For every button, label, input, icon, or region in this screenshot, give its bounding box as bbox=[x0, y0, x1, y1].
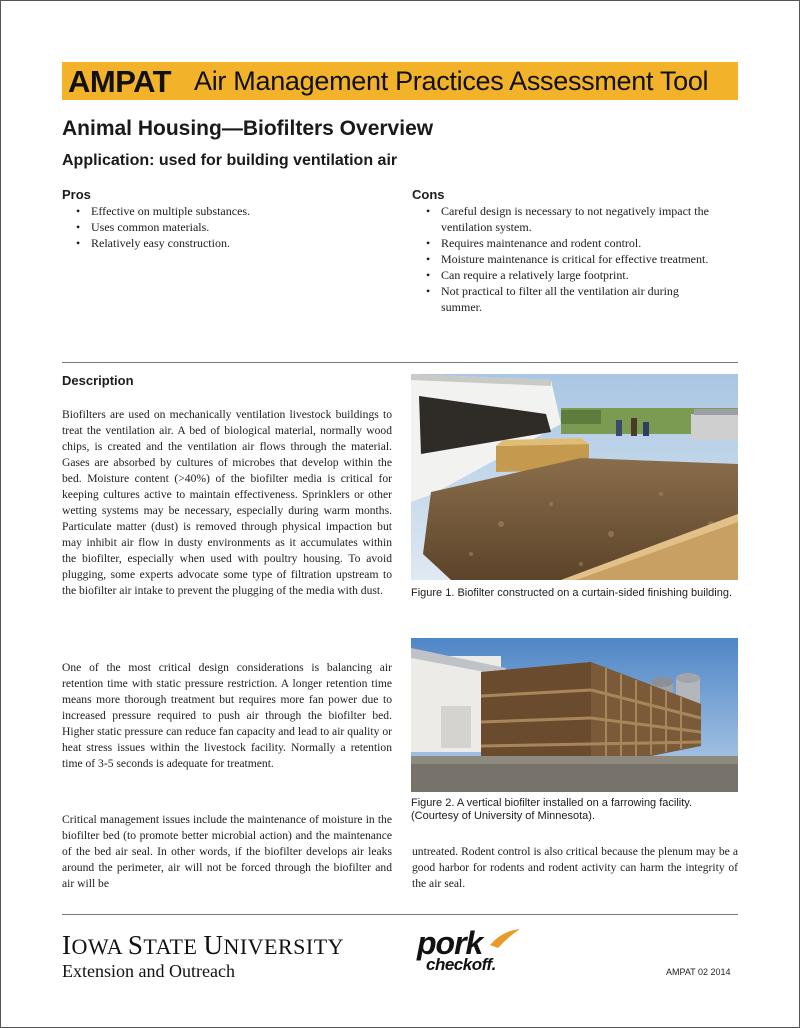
figure-2-caption: Figure 2. A vertical biofilter installed on a farrowing facility. (Courtesy of University of Minnesota). bbox=[411, 797, 693, 822]
pros-list bbox=[62, 203, 362, 251]
isu-word-niversity: NIVERSITY bbox=[223, 934, 345, 959]
isu-logo-name bbox=[62, 930, 344, 961]
isu-word-tate: TATE bbox=[143, 934, 204, 959]
description-paragraph-4: untreated. Rodent control is also critical because the plenum may be a good harbor for rodents and rodent activity can harm the integrity of the air seal. bbox=[412, 845, 738, 890]
page-title: Animal Housing—Biofilters Overview bbox=[62, 117, 434, 140]
isu-logo-subtitle: Extension and Outreach bbox=[62, 961, 235, 981]
cons-item: • Not practical to filter all the ventilation air during summer. bbox=[412, 283, 712, 315]
description-paragraph-3: Critical management issues include the maintenance of moisture in the biofilter bed (to promote better microbial action) and the maintenance of the bed air seal. In other words, if the biofilter develops air leaks around the perimeter, air will not be forced through the biofilter and air will be bbox=[62, 813, 392, 890]
pork-logo-word: pork bbox=[417, 925, 483, 961]
isu-initial-i: I bbox=[62, 930, 72, 960]
isu-initial-s: S bbox=[127, 930, 144, 960]
figure-2-photo bbox=[411, 638, 738, 792]
isu-initial-u: U bbox=[203, 930, 224, 960]
cons-item: • Careful design is necessary to not negatively impact the ventilation system. bbox=[412, 203, 712, 235]
description-heading: Description bbox=[62, 373, 134, 388]
page-subtitle: Application: used for building ventilation air bbox=[62, 152, 398, 169]
header-banner bbox=[62, 62, 738, 100]
figure-1-caption: Figure 1. Biofilter constructed on a curtain-sided finishing building. bbox=[411, 587, 733, 599]
cons-list bbox=[412, 203, 712, 315]
section-divider bbox=[62, 362, 738, 363]
footer-divider bbox=[62, 914, 738, 915]
isu-word-owa: OWA bbox=[71, 934, 128, 959]
description-paragraph-1: Biofilters are used on mechanically ventilation livestock buildings to treat the ventilation air. A bed of biological material, normally wood chips, is created and the ventilation air flows through the material. Gases are absorbed by cultures of microbes that develop within the bed. Moisture content (>40%) of the biofilter media is critical for keeping cultures active to maintain effectiveness. Sprinklers or other wetting systems may be necessary, especially during warm months. Particulate matter (dust) is removed through physical impaction but may inhibit air flow in dusty environments as it accumulates within the biofilter, especially when used with poultry housing. To avoid plugging, some experts advocate some type of filtration upstream to the biofilter air intake to prevent the plugging of the media with dust. bbox=[62, 408, 392, 597]
checkoff-swoosh-icon bbox=[488, 927, 522, 949]
cons-item: • Can require a relatively large footprint. bbox=[412, 267, 712, 283]
document-id: AMPAT 02 2014 bbox=[666, 967, 731, 977]
header-acronym: AMPAT bbox=[68, 64, 172, 99]
cons-item: • Moisture maintenance is critical for effective treatment. bbox=[412, 251, 712, 267]
cons-heading: Cons bbox=[412, 187, 445, 202]
figure-1-photo bbox=[411, 374, 738, 580]
cons-item: • Requires maintenance and rodent control. bbox=[412, 235, 712, 251]
pros-item: • Relatively easy construction. bbox=[62, 235, 362, 251]
pros-item: • Uses common materials. bbox=[62, 219, 362, 235]
pros-heading: Pros bbox=[62, 187, 91, 202]
header-full-name: Air Management Practices Assessment Tool bbox=[194, 66, 709, 96]
checkoff-logo-word: checkoff. bbox=[426, 955, 496, 974]
pros-item: • Effective on multiple substances. bbox=[62, 203, 362, 219]
description-paragraph-2: One of the most critical design considerations is balancing air retention time with static pressure restriction. A longer retention time means more thorough treatment but requires more fan power due to increased pressure required to push air through the biofilter bed. Higher static pressure can reduce fan capacity and lead to air quality or heat stress issues within the livestock facility. Normally a retention time of 3-5 seconds is adequate for treatment. bbox=[62, 661, 392, 770]
